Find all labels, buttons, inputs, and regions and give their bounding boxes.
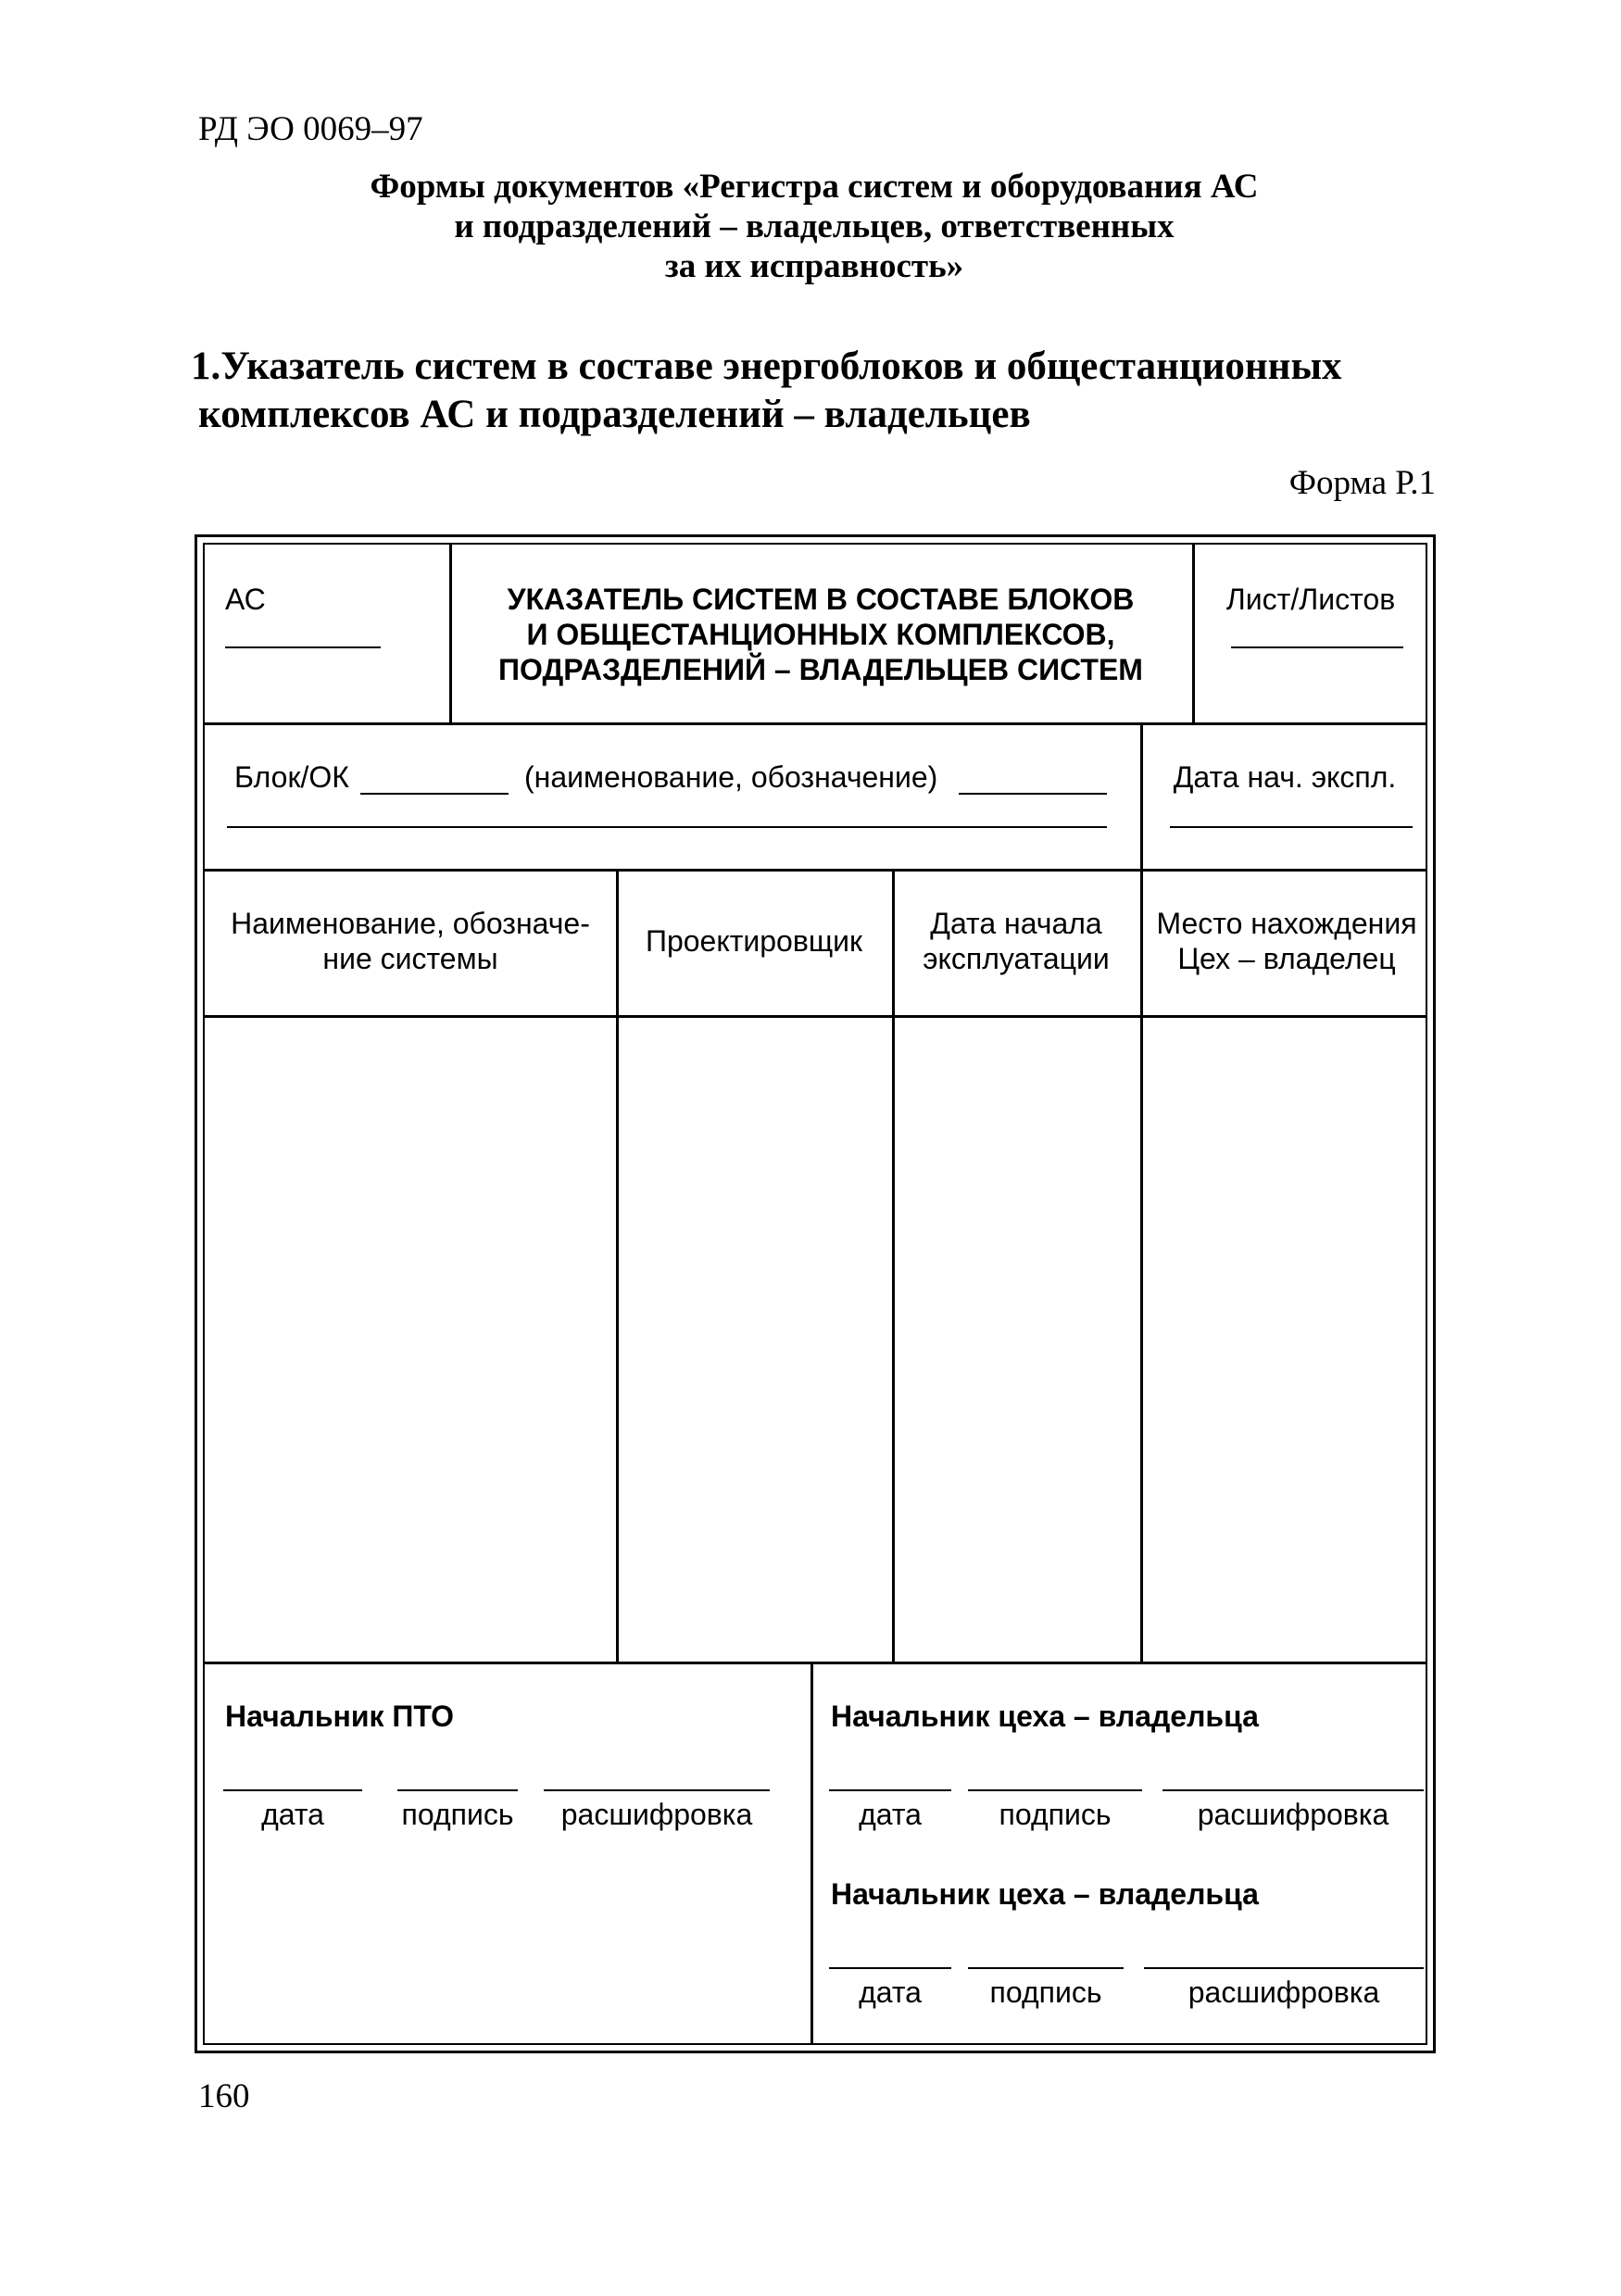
- transcript-caption: расшифровка: [1197, 1798, 1389, 1831]
- document-heading: [198, 167, 1430, 286]
- signature-field-line[interactable]: [968, 1789, 1142, 1791]
- transcript-field-line[interactable]: [1162, 1789, 1424, 1791]
- as-label: АС: [225, 583, 266, 616]
- date-field-line[interactable]: [829, 1789, 951, 1791]
- divider: [205, 1662, 1426, 1664]
- transcript-field-line[interactable]: [1144, 1967, 1424, 1969]
- date-field-line[interactable]: [829, 1967, 951, 1969]
- sheet-field-line[interactable]: [1231, 646, 1403, 648]
- column-header-line: Дата начала: [930, 907, 1102, 940]
- document-code: РД ЭО 0069–97: [198, 110, 423, 148]
- signature-title-pto: Начальник ПТО: [225, 1700, 455, 1733]
- divider: [205, 869, 1426, 872]
- column-header-designer: [616, 923, 892, 959]
- heading-line: за их исправность»: [664, 247, 964, 285]
- page-number: 160: [198, 2077, 250, 2115]
- table-cell-location[interactable]: [1143, 1018, 1429, 1662]
- form-p1: [195, 534, 1436, 2053]
- column-header-system-name: [205, 906, 616, 976]
- form-title-line: ПОДРАЗДЕЛЕНИЙ – ВЛАДЕЛЬЦЕВ СИСТЕМ: [498, 653, 1143, 686]
- signature-title-shop-head: Начальник цеха – владельца: [831, 1700, 1259, 1733]
- date-caption: дата: [859, 1976, 922, 2009]
- table-cell-start-date[interactable]: [895, 1018, 1140, 1662]
- column-header-line: Место нахождения: [1156, 907, 1417, 940]
- transcript-caption: расшифровка: [1187, 1976, 1380, 2009]
- name-label: (наименование, обозначение): [524, 760, 938, 794]
- signature-caption: подпись: [999, 1798, 1112, 1831]
- start-date-field-line[interactable]: [1170, 826, 1413, 828]
- form-title-line: И ОБЩЕСТАНЦИОННЫХ КОМПЛЕКСОВ,: [526, 618, 1115, 651]
- name-field-line[interactable]: [959, 793, 1107, 795]
- divider: [205, 722, 1426, 725]
- sheet-label: Лист/Листов: [1225, 583, 1396, 616]
- table-cell-designer[interactable]: [619, 1018, 892, 1662]
- column-header-start-date: [892, 906, 1140, 976]
- signature-title-shop-head: Начальник цеха – владельца: [831, 1877, 1259, 1911]
- section-title-line: комплексов АС и подразделений – владельцев: [198, 393, 1031, 436]
- date-caption: дата: [859, 1798, 922, 1831]
- transcript-caption: расшифровка: [560, 1798, 753, 1831]
- signature-field-line[interactable]: [968, 1967, 1124, 1969]
- divider: [1192, 545, 1195, 722]
- form-title: [449, 582, 1192, 687]
- table-cell-system-name[interactable]: [207, 1018, 616, 1662]
- block-field-line[interactable]: [360, 793, 509, 795]
- block-name-second-line[interactable]: [227, 826, 1107, 828]
- date-caption: дата: [261, 1798, 324, 1831]
- date-field-line[interactable]: [223, 1789, 362, 1791]
- column-header-line: Проектировщик: [645, 924, 863, 958]
- signature-caption: подпись: [989, 1976, 1102, 2009]
- as-field-line[interactable]: [225, 646, 381, 648]
- column-header-line: Наименование, обозначе-: [231, 907, 590, 940]
- section-title-line: 1.Указатель систем в составе энергоблоков и общестанционных: [191, 345, 1342, 388]
- start-date-label: Дата нач. экспл.: [1173, 760, 1397, 794]
- section-title: [191, 343, 1488, 439]
- form-inner-frame: [203, 543, 1427, 2045]
- column-header-line: эксплуатации: [923, 942, 1110, 975]
- heading-line: Формы документов «Регистра систем и оборудования АС: [370, 168, 1259, 206]
- divider: [1140, 722, 1143, 869]
- form-label: Форма Р.1: [1288, 464, 1436, 502]
- column-header-line: ние системы: [322, 942, 498, 975]
- block-label: Блок/ОК: [234, 760, 349, 794]
- column-header-location: [1140, 906, 1433, 976]
- heading-line: и подразделений – владельцев, ответственных: [454, 207, 1175, 245]
- divider: [810, 1662, 813, 2043]
- form-title-line: УКАЗАТЕЛЬ СИСТЕМ В СОСТАВЕ БЛОКОВ: [507, 583, 1135, 616]
- column-header-line: Цех – владелец: [1177, 942, 1396, 975]
- signature-caption: подпись: [401, 1798, 514, 1831]
- signature-field-line[interactable]: [397, 1789, 518, 1791]
- transcript-field-line[interactable]: [544, 1789, 770, 1791]
